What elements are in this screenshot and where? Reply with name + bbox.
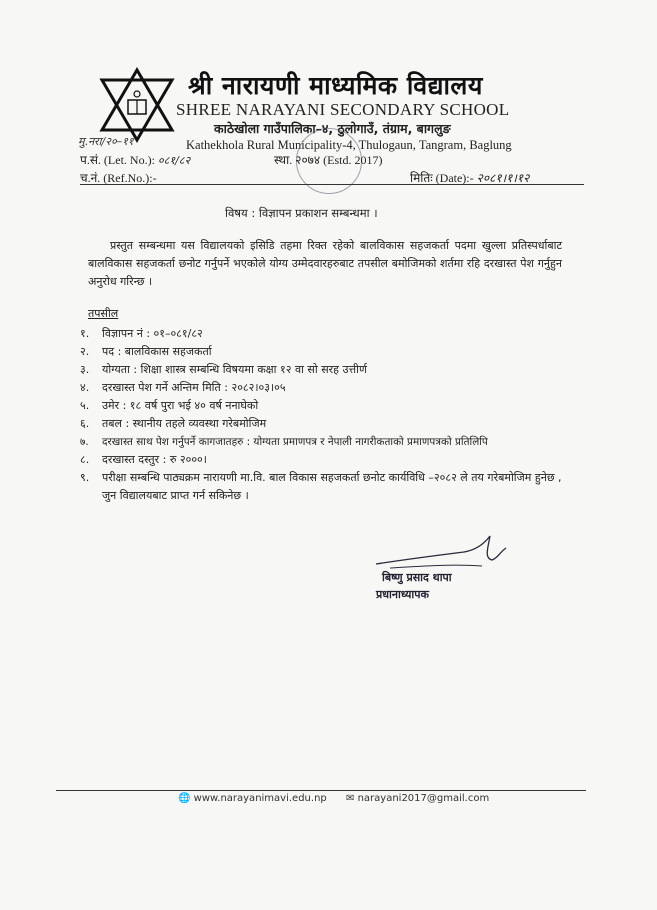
list-item: ९. परीक्षा सम्बन्धि पाठ्यक्रम नारायणी मा.वि. बाल विकास सहजकर्ता छनोट कार्यविधि –२०८२ ले तय गरेबमोजिम हुनेछ , जुन विद्यालयबाट प्राप्त गर्न सकिनेछ । xyxy=(80,471,562,502)
letter-number-value: ०८१/८२ xyxy=(157,154,191,167)
list-item: ४. दरखास्त पेश गर्ने अन्तिम मिति : २०८२।०३।०५ xyxy=(80,381,286,394)
list-item: ८. दरखास्त दस्तुर : रु २०००। xyxy=(80,453,207,466)
established-year: स्था. २०७४ (Estd. 2017) xyxy=(274,153,383,167)
body-paragraph xyxy=(88,237,562,291)
signatory-name: बिष्णु प्रसाद थापा xyxy=(382,571,452,584)
school-address-english: Kathekhola Rural Municipality-4, Thulogaun, Tangram, Baglung xyxy=(186,138,512,152)
letter-number-label: प.सं. (Let. No.): xyxy=(80,153,155,167)
date-label: मितिः (Date):- xyxy=(410,171,474,185)
school-name-nepali: श्री नारायणी माध्यमिक विद्यालय xyxy=(188,71,483,100)
subject-line: विषय : विज्ञापन प्रकाशन सम्बन्धमा । xyxy=(225,206,378,220)
email-text: narayani2017@gmail.com xyxy=(357,793,490,804)
website-text: www.narayanimavi.edu.np xyxy=(193,793,327,804)
date-value: २०८१।१।१२ xyxy=(476,171,530,185)
details-list xyxy=(80,325,570,505)
list-item: ५. उमेर : १८ वर्ष पुरा भई ४० वर्ष ननाघेको xyxy=(80,399,259,412)
list-item: ३. योग्यता : शिक्षा शास्त्र सम्बन्धि विषयमा कक्षा १२ वा सो सरह उत्तीर्ण xyxy=(80,363,367,376)
header-divider xyxy=(80,184,584,185)
mail-icon: ✉ xyxy=(346,793,355,804)
details-heading: तपसील xyxy=(88,307,119,320)
list-item: २. पद : बालविकास सहजकर्ता xyxy=(80,345,212,358)
reference-number-label: च.नं. (Ref.No.):- xyxy=(80,171,157,185)
letter-number xyxy=(80,151,190,168)
list-item: ७. दरखास्त साथ पेश गर्नुपर्ने कागजातहरु : योग्यता प्रमाणपत्र र नेपाली नागरीकताको प्रमाणपत्रको प्रतिलिपि xyxy=(80,436,488,448)
list-item: १. विज्ञापन नं : ०१–०८१/८२ xyxy=(80,327,203,340)
school-name-english: SHREE NARAYANI SECONDARY SCHOOL xyxy=(176,100,510,119)
school-logo-icon xyxy=(98,66,176,144)
handwritten-reference: मु.नरा/२०–११ xyxy=(78,135,134,148)
school-address-nepali: काठेखोला गाउँपालिका–४, ठुलोगाउँ, तंग्राम, बागलुङ xyxy=(214,121,451,136)
signatory-title: प्रधानाध्यापक xyxy=(376,588,429,601)
list-item: ६. तबल : स्थानीय तहले व्यवस्था गरेबमोजिम xyxy=(80,417,267,430)
globe-icon: 🌐 xyxy=(178,793,191,804)
body-paragraph-text: प्रस्तुत सम्बन्धमा यस विद्यालयको इसिडि तहमा रिक्त रहेको बालविकास सहजकर्ता पदमा खुल्ला प्रतिस्पर्धाबाट बालविकास सहजकर्ता छनोट गर्नुपर्ने भएकोले योग्य उम्मेदवारहरुबाट तपसील बमोजिमको शर्तमा रहि दरखास्त पेश गर्नुहुन अनुरोध गरिन्छ । xyxy=(88,239,562,288)
footer-website[interactable] xyxy=(178,793,327,804)
footer-email[interactable] xyxy=(346,793,489,804)
footer-divider xyxy=(56,790,586,791)
